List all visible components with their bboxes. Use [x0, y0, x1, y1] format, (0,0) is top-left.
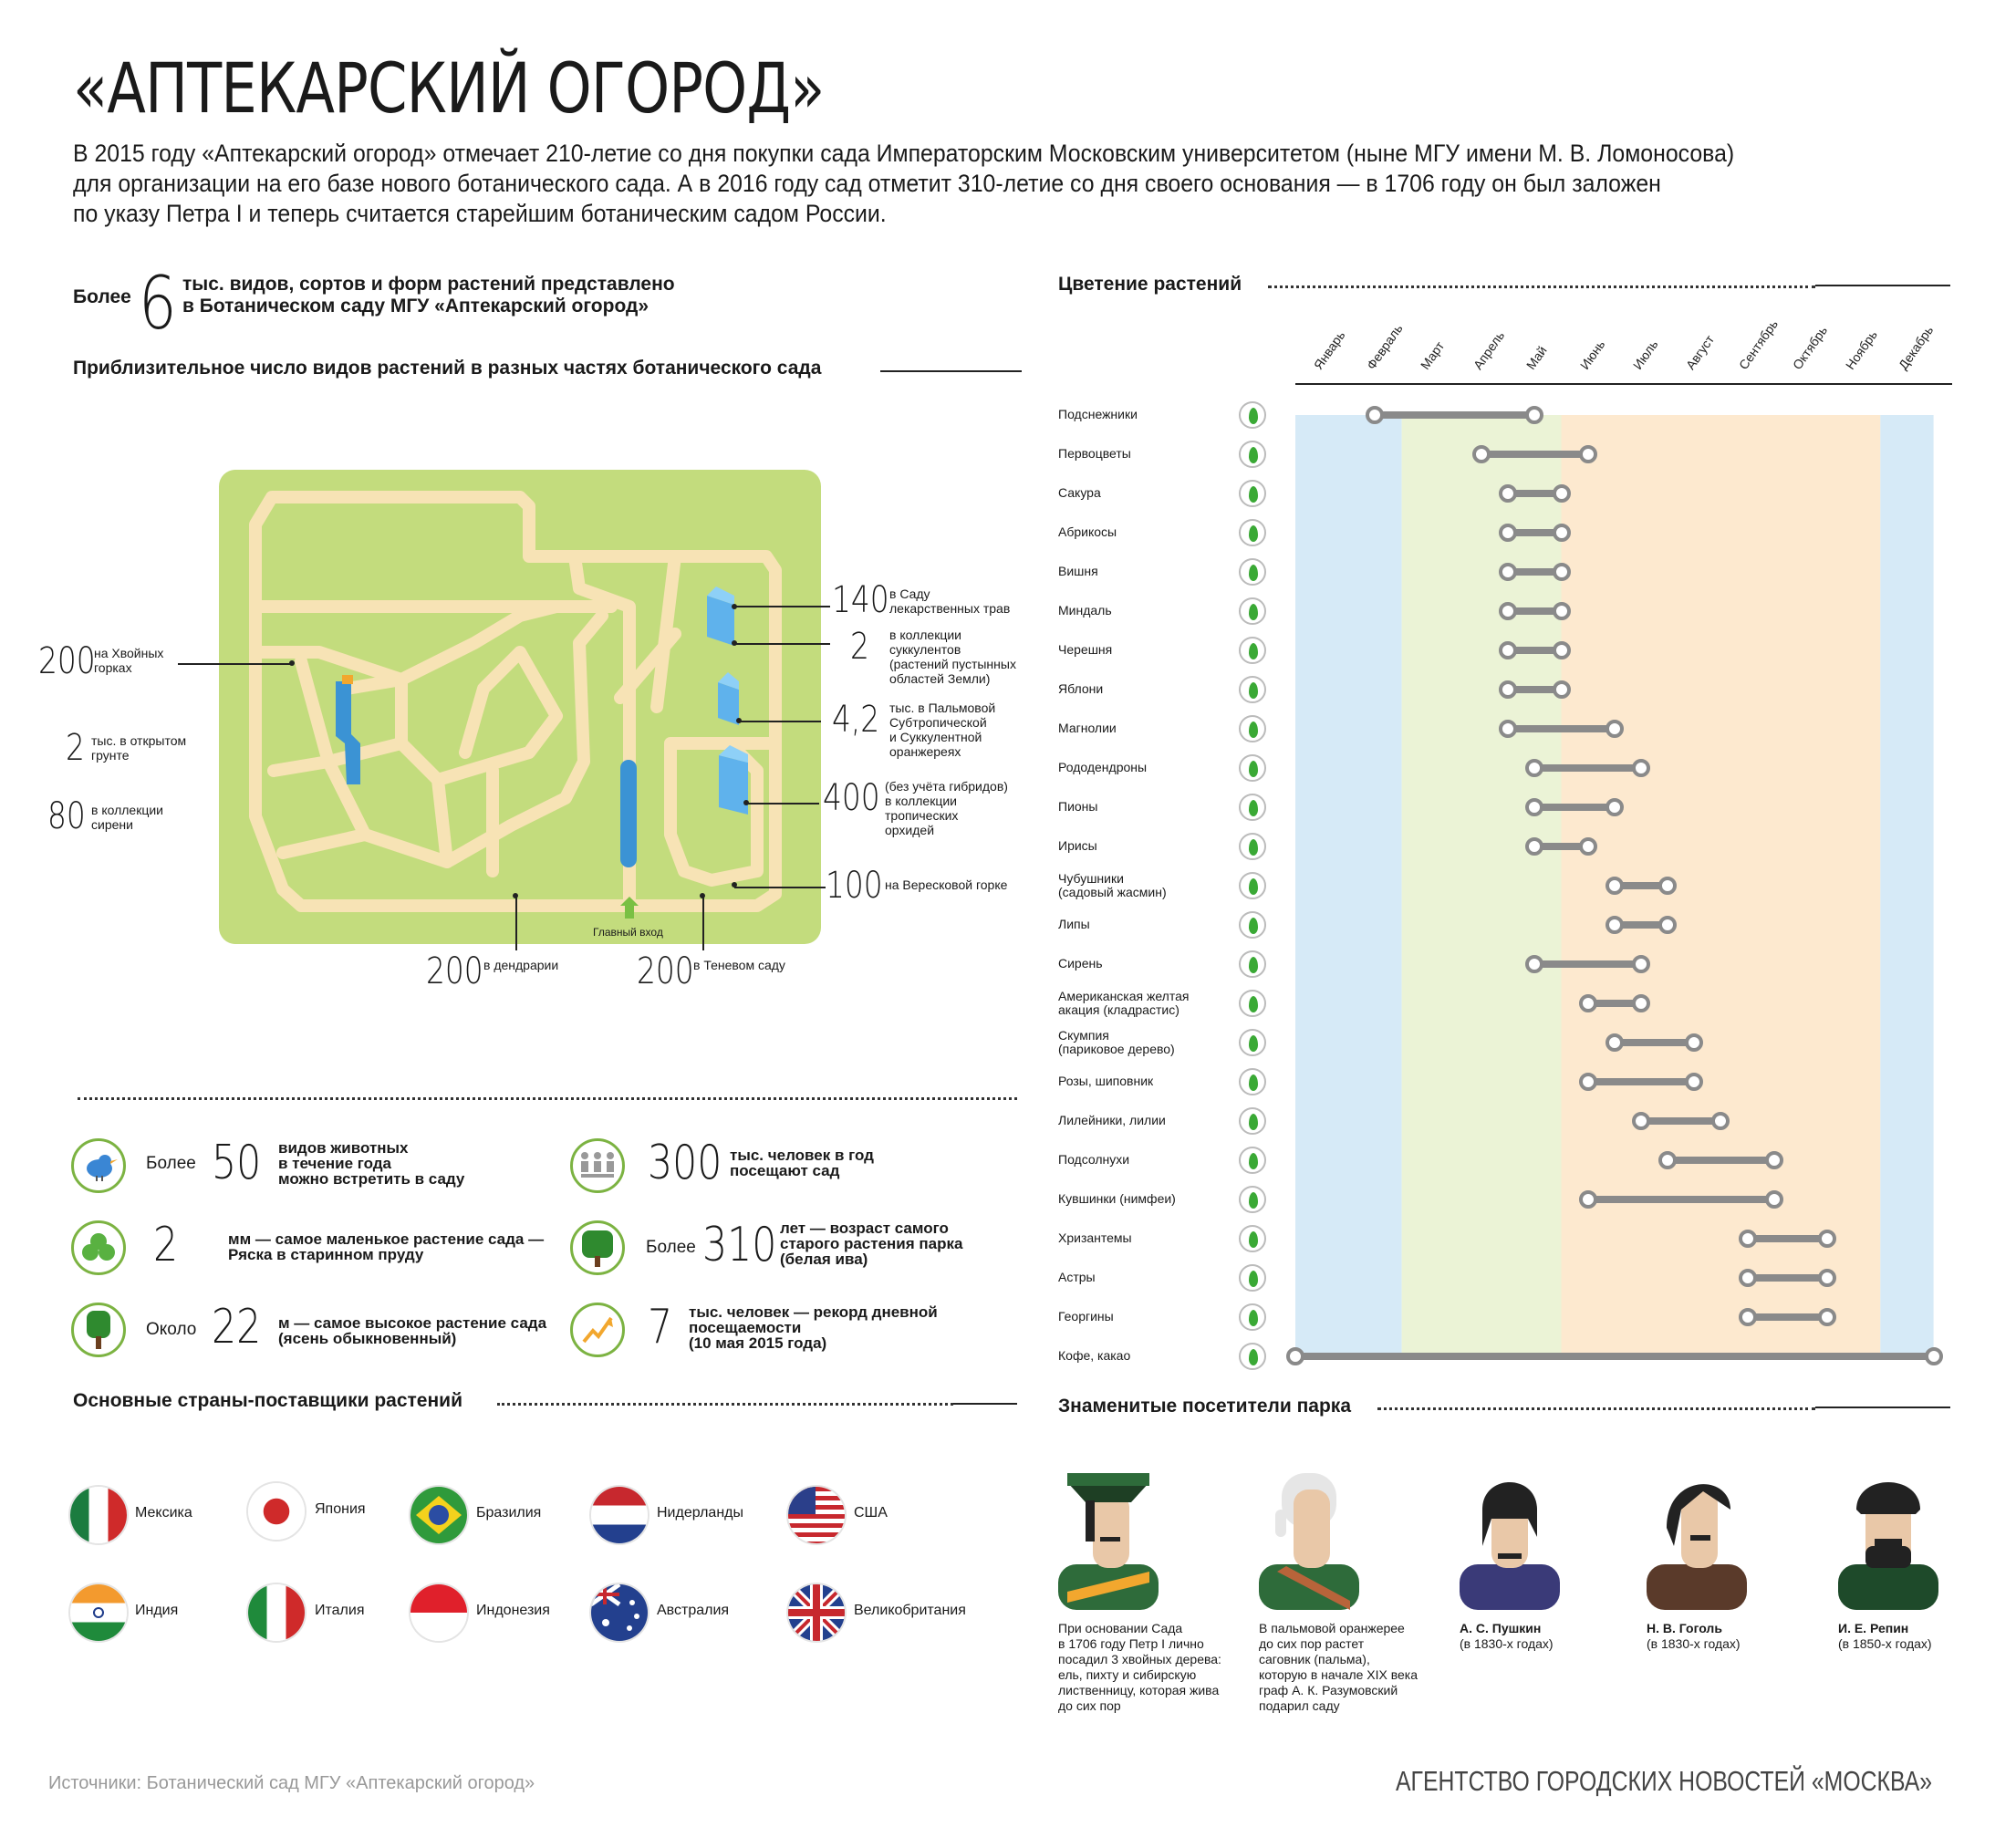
month-label: Май [1523, 343, 1550, 372]
bloom-bar-endpoint [1632, 759, 1650, 777]
peter-icon [1058, 1473, 1159, 1610]
bloom-bar [1534, 764, 1641, 772]
bloom-bar [1748, 1313, 1827, 1321]
month-label: Август [1682, 332, 1718, 372]
map-label-number: 4,2 [832, 699, 880, 741]
map-label-number: 80 [47, 795, 86, 837]
bloom-bar-endpoint [1925, 1347, 1943, 1365]
bloom-bar [1641, 1117, 1720, 1125]
bloom-bar-endpoint [1818, 1230, 1836, 1248]
bloom-title: Цветение растений [1058, 274, 1242, 295]
plant-label: Розы, шиповник [1058, 1074, 1154, 1088]
plant-label: Рододендроны [1058, 760, 1148, 774]
bloom-bar-endpoint [1632, 994, 1650, 1012]
map-label-text: в коллекции сирени [91, 803, 163, 832]
bloom-bar-endpoint [1553, 524, 1571, 542]
bloom-bar [1615, 1039, 1694, 1046]
map-label-text: тыс. в открытом грунте [91, 733, 187, 763]
map-label-number: 2 [850, 626, 869, 668]
leaf-icon [1239, 715, 1266, 742]
visitor-caption: Н. В. Гоголь (в 1830-х годах) [1647, 1621, 1741, 1651]
winter-band [1880, 415, 1933, 1359]
plant-label: Миндаль [1058, 603, 1112, 618]
leaf-icon [1239, 441, 1266, 468]
countries-title: Основные страны-поставщики растений [73, 1390, 462, 1411]
stat-number: 22 [212, 1300, 262, 1355]
bloom-bar-endpoint [1472, 445, 1491, 463]
map-label-number: 200 [38, 640, 96, 682]
map-label-text: в Саду лекарственных трав [889, 587, 1011, 616]
gogol-icon [1647, 1484, 1747, 1610]
portraits [1058, 1473, 1952, 1610]
country-label: Нидерланды [657, 1505, 743, 1521]
country-label: Индия [135, 1603, 179, 1618]
plant-label: Пионы [1058, 799, 1098, 814]
bloom-bar-endpoint [1286, 1347, 1304, 1365]
pushkin-icon [1460, 1482, 1560, 1610]
leaf-icon [1239, 990, 1266, 1017]
leaf-icon [1239, 950, 1266, 978]
map-label-text: в Теневом саду [693, 958, 785, 972]
stat-prefix: Более [146, 1154, 196, 1173]
bloom-bar [1534, 804, 1614, 811]
plant-label: Абрикосы [1058, 524, 1117, 539]
map-label-number: 100 [826, 865, 883, 907]
leaf-icon [1239, 1147, 1266, 1174]
bloom-bar-endpoint [1739, 1230, 1757, 1248]
divider-dotted [1377, 1407, 1815, 1410]
bloom-bar-endpoint [1739, 1269, 1757, 1287]
plant-label: Яблони [1058, 681, 1104, 696]
plant-label: Кофе, какао [1058, 1348, 1131, 1363]
country-label: Япония [315, 1501, 366, 1517]
plant-label: Подснежники [1058, 407, 1138, 421]
plant-label: Хризантемы [1058, 1230, 1132, 1245]
bloom-bar-endpoint [1606, 798, 1624, 816]
leaf-icon [1239, 1225, 1266, 1252]
intro-line: В 2015 году «Аптекарский огород» отмечает 210-летие со дня покупки сада Императорским Московским университетом (ныне МГУ имени М. В. Ломоносова) [73, 140, 1735, 167]
plant-label: Американская желтая акация (кладрастис) [1058, 989, 1190, 1017]
bloom-bar-endpoint [1632, 1112, 1650, 1130]
species-line: тыс. видов, сортов и форм растений представлено [182, 274, 675, 295]
stat-number: 300 [648, 1136, 722, 1190]
leaf-icon [1239, 637, 1266, 664]
bloom-bar-endpoint [1765, 1151, 1783, 1169]
bloom-bar [1508, 725, 1615, 732]
bloom-bar-endpoint [1739, 1308, 1757, 1326]
divider [1815, 1407, 1950, 1408]
stat-number: 7 [648, 1300, 673, 1355]
stat-number: 2 [153, 1218, 179, 1272]
repin-icon [1838, 1482, 1938, 1610]
month-label: Сентябрь [1736, 317, 1782, 372]
leaf-icon [1239, 1107, 1266, 1135]
species-prefix: Более [73, 286, 131, 307]
bloom-bar-endpoint [1553, 484, 1571, 503]
bloom-bar [1748, 1235, 1827, 1242]
month-label: Ноябрь [1842, 327, 1880, 372]
month-label: Январь [1310, 327, 1348, 372]
bloom-bar-endpoint [1553, 602, 1571, 620]
map-label-text: в дендрарии [483, 958, 559, 972]
bloom-bar-endpoint [1606, 1033, 1624, 1052]
visitor-caption: В пальмовой оранжерее до сих пор растет саговник (пальма), которую в начале XIX века граф А. К. Разумовский подарил саду [1259, 1621, 1418, 1713]
map-label-text: на Хвойных горках [94, 646, 164, 675]
country-label: Италия [315, 1603, 365, 1618]
map-label-text: тыс. в Пальмовой Субтропической и Суккулентной оранжереях [889, 701, 996, 759]
bloom-bar-endpoint [1658, 877, 1677, 895]
plant-label: Липы [1058, 917, 1090, 931]
leaf-icon [1239, 597, 1266, 625]
country-label: Великобритания [854, 1603, 966, 1618]
leaf-icon [1239, 480, 1266, 507]
map-label-number: 140 [832, 579, 889, 621]
bloom-bar-endpoint [1606, 916, 1624, 934]
leaf-icon [1239, 401, 1266, 429]
plant-label: Первоцветы [1058, 446, 1131, 461]
spring-band [1402, 415, 1562, 1359]
bloom-bar-endpoint [1818, 1308, 1836, 1326]
plant-label: Сакура [1058, 485, 1101, 500]
bloom-bar-endpoint [1658, 1151, 1677, 1169]
bloom-bar [1588, 1196, 1774, 1203]
bloom-bar-endpoint [1553, 680, 1571, 699]
bloom-bar-endpoint [1579, 994, 1597, 1012]
visitors-title: Знаменитые посетители парка [1058, 1396, 1351, 1417]
bloom-bar [1481, 451, 1588, 458]
bloom-bar [1748, 1274, 1827, 1282]
winter-band [1295, 415, 1402, 1359]
map-label-number: 2 [66, 727, 85, 769]
plant-label: Подсолнухи [1058, 1152, 1130, 1167]
visitor-caption: А. С. Пушкин (в 1830-х годах) [1460, 1621, 1554, 1651]
bloom-bar-endpoint [1606, 877, 1624, 895]
bloom-bar-endpoint [1553, 641, 1571, 659]
leaf-icon [1239, 519, 1266, 546]
entrance-label: Главный вход [593, 926, 663, 939]
stat-text: м — самое высокое растение сада (ясень обыкновенный) [278, 1314, 547, 1347]
bloom-bar-endpoint [1632, 955, 1650, 973]
country-label: Австралия [657, 1603, 730, 1618]
month-label: Апрель [1470, 327, 1508, 372]
month-label: Декабрь [1896, 323, 1937, 372]
plant-label: Скумпия (париковое дерево) [1058, 1028, 1175, 1056]
map-label-number: 200 [426, 950, 483, 992]
agency-logo: АГЕНТСТВО ГОРОДСКИХ НОВОСТЕЙ «МОСКВА» [1396, 1765, 1933, 1797]
visitor-caption: При основании Сада в 1706 году Петр I лично посадил 3 хвойных дерева: ель, пихту и сибирскую лиственницу, которая жива до сих пор [1058, 1621, 1221, 1713]
leaf-icon [1239, 558, 1266, 586]
bloom-bar-endpoint [1818, 1269, 1836, 1287]
leaf-icon [1239, 794, 1266, 821]
stat-text: видов животных в течение года можно встретить в саду [278, 1139, 465, 1188]
leaf-icon [1239, 833, 1266, 860]
plant-label: Вишня [1058, 564, 1098, 578]
leaf-icon [1239, 676, 1266, 703]
month-label: Июнь [1576, 337, 1607, 372]
country-label: Мексика [135, 1505, 192, 1521]
stat-text: мм — самое маленькое растение сада — Ряска в старинном пруду [228, 1230, 545, 1263]
intro-line: для организации на его базе нового ботанического сада. А в 2016 году сад отметит 310-летие со дня своего основания — в 1706 году он был заложен [73, 170, 1661, 197]
plant-label: Кувшинки (нимфеи) [1058, 1191, 1176, 1206]
leaf-icon [1239, 754, 1266, 782]
plant-label: Георгины [1058, 1309, 1114, 1324]
map-label-number: 200 [637, 950, 694, 992]
bloom-bar-endpoint [1579, 837, 1597, 856]
leaf-icon [1239, 1186, 1266, 1213]
source-text: Источники: Ботанический сад МГУ «Аптекарский огород» [48, 1773, 535, 1793]
bloom-bar-endpoint [1765, 1190, 1783, 1209]
leaf-icon [1239, 1303, 1266, 1331]
month-label: Март [1417, 338, 1447, 372]
bloom-bar-endpoint [1606, 720, 1624, 738]
bloom-bar [1534, 960, 1641, 968]
map-section-title: Приблизительное число видов растений в разных частях ботанического сада [73, 358, 822, 379]
plant-label: Лилейники, лилии [1058, 1113, 1166, 1127]
bloom-bar [1588, 1078, 1695, 1085]
month-label: Октябрь [1789, 323, 1830, 372]
stat-prefix: Более [646, 1238, 696, 1257]
bloom-bar-endpoint [1579, 445, 1597, 463]
page-title: «АПТЕКАРСКИЙ ОГОРОД» [73, 47, 825, 129]
leaf-icon [1239, 872, 1266, 899]
bloom-bar [1375, 411, 1534, 419]
month-label: Июль [1629, 337, 1661, 372]
leaf-icon [1239, 911, 1266, 939]
map-label-text: (без учёта гибридов) в коллекции тропических орхидей [885, 779, 1008, 837]
bloom-bar [1668, 1157, 1774, 1164]
map-label-text: на Вересковой горке [885, 877, 1008, 892]
map-label-number: 400 [823, 777, 880, 819]
leaf-icon [1239, 1068, 1266, 1095]
plant-label: Астры [1058, 1270, 1096, 1284]
bloom-bar [1295, 1353, 1934, 1360]
stat-text: тыс. человек в год посещают сад [730, 1147, 874, 1179]
leaf-icon [1239, 1029, 1266, 1056]
razumovsky-icon [1259, 1473, 1359, 1610]
stat-number: 50 [212, 1136, 262, 1190]
species-line: в Ботаническом саду МГУ «Аптекарский огород» [182, 296, 649, 317]
bloom-bar-endpoint [1579, 1073, 1597, 1091]
bloom-bar-endpoint [1579, 1190, 1597, 1209]
month-label: Февраль [1364, 321, 1406, 372]
visitor-caption: И. Е. Репин (в 1850-х годах) [1838, 1621, 1932, 1651]
stat-text: лет — возраст самого старого растения парка (белая ива) [780, 1220, 963, 1268]
country-label: Индонезия [476, 1603, 550, 1618]
stat-text: тыс. человек — рекорд дневной посещаемости (10 мая 2015 года) [689, 1303, 938, 1352]
species-number: 6 [139, 261, 177, 346]
plant-label: Чубушники (садовый жасмин) [1058, 871, 1167, 899]
leaf-icon [1239, 1264, 1266, 1292]
plant-label: Ирисы [1058, 838, 1097, 853]
plant-label: Черешня [1058, 642, 1113, 657]
stat-prefix: Около [146, 1320, 197, 1339]
plant-label: Сирень [1058, 956, 1103, 971]
stat-number: 310 [702, 1218, 777, 1272]
intro-line: по указу Петра I и теперь считается старейшим ботаническим садом России. [73, 200, 887, 227]
leaf-icon [1239, 1343, 1266, 1370]
map-label-text: в коллекции суккулентов (растений пустынных областей Земли) [889, 628, 1016, 686]
country-label: США [854, 1505, 888, 1521]
bloom-bar-endpoint [1658, 916, 1677, 934]
bloom-bar-endpoint [1553, 563, 1571, 581]
plant-label: Магнолии [1058, 721, 1117, 735]
country-label: Бразилия [476, 1505, 542, 1521]
